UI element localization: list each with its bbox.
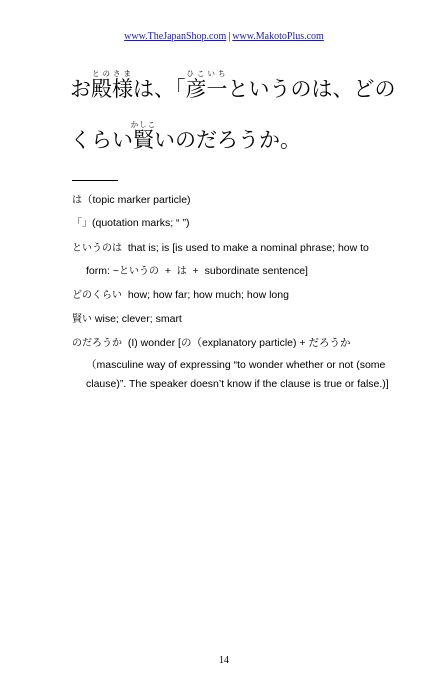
sentence-line-2 [70, 120, 301, 154]
form-plus-1: + [164, 265, 171, 277]
glossary-item [72, 194, 417, 207]
sentence-o: お [70, 77, 91, 101]
glossary-term: のだろうか [72, 338, 122, 349]
page-header [0, 31, 448, 42]
thejapanshop-link[interactable]: www.TheJapanShop.com [124, 31, 227, 42]
sentence-line-1 [70, 69, 396, 103]
glossary-definition: how; how far; how much; how long [127, 289, 289, 301]
ruby-kashiko [130, 120, 157, 152]
glossary-item [72, 313, 417, 326]
glossary-item [72, 337, 417, 350]
glossary-item [72, 289, 417, 302]
makotoplus-link[interactable]: www.MakotoPlus.com [232, 31, 324, 42]
hikoichi-kanji: 彦一 [185, 77, 228, 101]
form-label: form: ~ [86, 265, 119, 277]
form-jp-1: というの [118, 266, 159, 277]
sentence-rest-2: いのだろうか。 [154, 128, 301, 152]
glossary-definition: that is; is [is used to make a nominal phrase; how to [127, 242, 369, 254]
header-separator: | [228, 31, 231, 42]
tonosama-furigana: とのさま [91, 69, 133, 78]
glossary-definition: （topic marker particle) [82, 194, 191, 206]
glossary-term: というのは [72, 243, 122, 254]
ruby-hikoichi [185, 69, 228, 101]
kashiko-kanji: 賢 [130, 128, 157, 152]
glossary-definition: (quotation marks; “ ”) [92, 217, 190, 229]
glossary-item [72, 217, 417, 230]
section-divider [72, 180, 118, 181]
glossary-term: 「」 [72, 218, 92, 229]
hikoichi-furigana: ひこいち [185, 69, 228, 78]
sentence-wa-quote: は、「 [133, 77, 186, 101]
form-rest: subordinate sentence] [204, 265, 308, 277]
glossary-definition: wise; clever; smart [94, 313, 182, 325]
glossary-definition: (I) wonder [の（explanatory particle) + だろうか [127, 337, 351, 349]
kashiko-furigana: かしこ [130, 120, 157, 129]
glossary-term: どのくらい [72, 290, 122, 301]
sentence-rest-1: というのは、どの [227, 77, 396, 101]
glossary-item [72, 242, 417, 255]
glossary-continuation [86, 265, 416, 278]
glossary-term: は [72, 195, 82, 206]
glossary-continuation: （masculine way of expressing “to wonder whether or not (some clause)”. The speaker doesn’t know if the clause is true or false.)] [86, 359, 389, 390]
glossary-term: 賢い [72, 314, 92, 325]
form-jp-2: は [176, 266, 187, 277]
form-plus-2: + [192, 265, 199, 277]
tonosama-kanji: 殿様 [91, 77, 133, 101]
page-number: 14 [219, 655, 229, 666]
ruby-tonosama [91, 69, 133, 101]
sentence-kurai: くらい [70, 128, 133, 152]
